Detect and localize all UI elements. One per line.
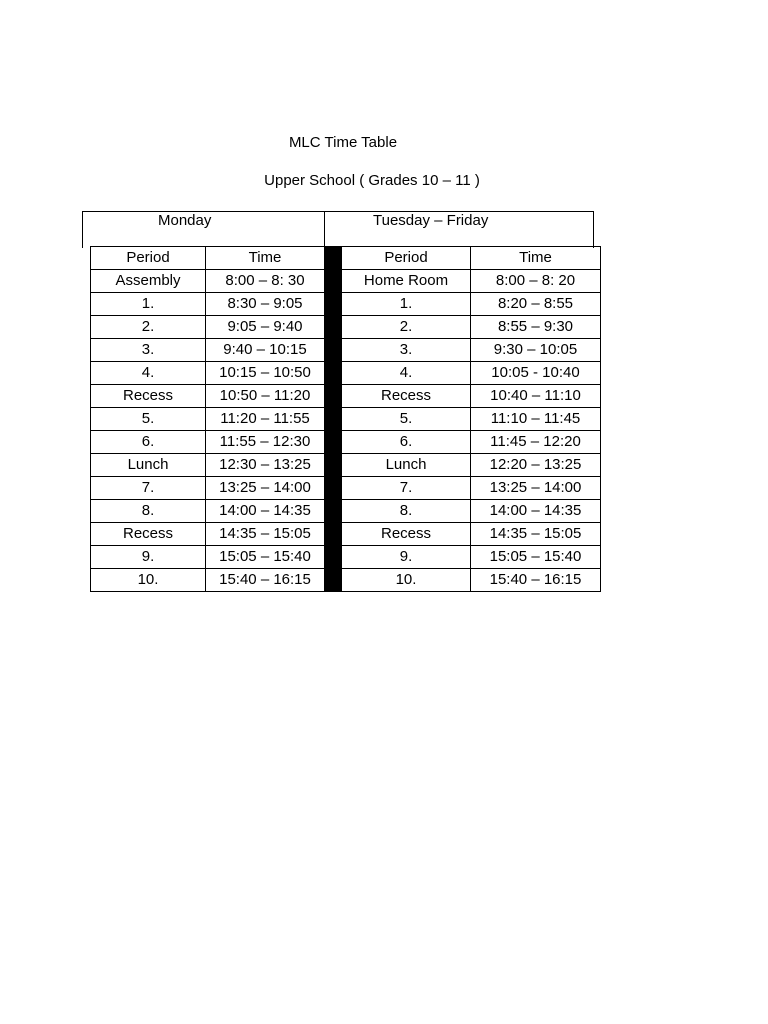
- time-cell-tuesday-friday: 11:10 – 11:45: [471, 408, 601, 431]
- period-cell-tuesday-friday: Lunch: [342, 454, 471, 477]
- period-cell-monday: 1.: [91, 293, 206, 316]
- period-cell-tuesday-friday: 7.: [342, 477, 471, 500]
- table-row: [91, 569, 601, 592]
- table-row: [91, 270, 601, 293]
- table-row: [91, 546, 601, 569]
- period-cell-monday: 6.: [91, 431, 206, 454]
- column-header-period-tuesday-friday: Period: [342, 247, 471, 270]
- period-cell-tuesday-friday: 8.: [342, 500, 471, 523]
- time-cell-tuesday-friday: 9:30 – 10:05: [471, 339, 601, 362]
- separator-cell: [325, 454, 342, 477]
- time-cell-tuesday-friday: 8:20 – 8:55: [471, 293, 601, 316]
- time-cell-monday: 14:35 – 15:05: [206, 523, 325, 546]
- table-row: [91, 477, 601, 500]
- time-cell-monday: 11:55 – 12:30: [206, 431, 325, 454]
- time-cell-tuesday-friday: 14:00 – 14:35: [471, 500, 601, 523]
- separator-cell: [325, 293, 342, 316]
- period-cell-monday: 3.: [91, 339, 206, 362]
- table-row: [91, 385, 601, 408]
- separator-cell: [325, 500, 342, 523]
- table-row: [91, 454, 601, 477]
- column-header-time-monday: Time: [206, 247, 325, 270]
- separator-cell: [325, 477, 342, 500]
- time-cell-tuesday-friday: 13:25 – 14:00: [471, 477, 601, 500]
- separator-cell: [325, 385, 342, 408]
- time-cell-tuesday-friday: 12:20 – 13:25: [471, 454, 601, 477]
- period-cell-tuesday-friday: Home Room: [342, 270, 471, 293]
- time-cell-monday: 12:30 – 13:25: [206, 454, 325, 477]
- separator-cell: [325, 247, 342, 270]
- day-label-monday: Monday: [158, 212, 212, 229]
- period-cell-monday: 4.: [91, 362, 206, 385]
- divider: [324, 212, 325, 248]
- period-cell-monday: Recess: [91, 523, 206, 546]
- table-row: [91, 362, 601, 385]
- table-row: [91, 500, 601, 523]
- period-cell-monday: 2.: [91, 316, 206, 339]
- separator-cell: [325, 523, 342, 546]
- table-header-row: [91, 247, 601, 270]
- time-cell-monday: 8:00 – 8: 30: [206, 270, 325, 293]
- time-cell-monday: 8:30 – 9:05: [206, 293, 325, 316]
- day-label-tuesday-friday: Tuesday – Friday: [373, 212, 489, 229]
- period-cell-tuesday-friday: Recess: [342, 523, 471, 546]
- time-cell-monday: 10:15 – 10:50: [206, 362, 325, 385]
- time-cell-monday: 14:00 – 14:35: [206, 500, 325, 523]
- time-cell-tuesday-friday: 15:05 – 15:40: [471, 546, 601, 569]
- table-row: [91, 339, 601, 362]
- table-row: [91, 408, 601, 431]
- table-row: [91, 316, 601, 339]
- time-cell-monday: 15:05 – 15:40: [206, 546, 325, 569]
- period-cell-tuesday-friday: Recess: [342, 385, 471, 408]
- period-cell-monday: Lunch: [91, 454, 206, 477]
- divider: [82, 212, 83, 248]
- separator-cell: [325, 546, 342, 569]
- time-cell-tuesday-friday: 10:40 – 11:10: [471, 385, 601, 408]
- table-row: [91, 431, 601, 454]
- time-cell-tuesday-friday: 15:40 – 16:15: [471, 569, 601, 592]
- column-header-period-monday: Period: [91, 247, 206, 270]
- time-cell-tuesday-friday: 14:35 – 15:05: [471, 523, 601, 546]
- period-cell-monday: 10.: [91, 569, 206, 592]
- timetable: [90, 246, 601, 592]
- period-cell-monday: Assembly: [91, 270, 206, 293]
- page-subtitle: Upper School ( Grades 10 – 11 ): [264, 172, 480, 189]
- divider: [593, 212, 594, 248]
- table-row: [91, 523, 601, 546]
- period-cell-tuesday-friday: 10.: [342, 569, 471, 592]
- period-cell-tuesday-friday: 9.: [342, 546, 471, 569]
- column-header-time-tuesday-friday: Time: [471, 247, 601, 270]
- separator-cell: [325, 408, 342, 431]
- period-cell-monday: Recess: [91, 385, 206, 408]
- separator-cell: [325, 316, 342, 339]
- time-cell-tuesday-friday: 10:05 - 10:40: [471, 362, 601, 385]
- period-cell-monday: 7.: [91, 477, 206, 500]
- time-cell-monday: 13:25 – 14:00: [206, 477, 325, 500]
- table-row: [91, 293, 601, 316]
- time-cell-tuesday-friday: 8:55 – 9:30: [471, 316, 601, 339]
- period-cell-tuesday-friday: 4.: [342, 362, 471, 385]
- time-cell-tuesday-friday: 11:45 – 12:20: [471, 431, 601, 454]
- time-cell-monday: 15:40 – 16:15: [206, 569, 325, 592]
- period-cell-tuesday-friday: 5.: [342, 408, 471, 431]
- period-cell-monday: 9.: [91, 546, 206, 569]
- period-cell-monday: 5.: [91, 408, 206, 431]
- period-cell-tuesday-friday: 1.: [342, 293, 471, 316]
- time-cell-monday: 11:20 – 11:55: [206, 408, 325, 431]
- separator-cell: [325, 569, 342, 592]
- time-cell-monday: 9:05 – 9:40: [206, 316, 325, 339]
- time-cell-monday: 10:50 – 11:20: [206, 385, 325, 408]
- period-cell-tuesday-friday: 6.: [342, 431, 471, 454]
- separator-cell: [325, 362, 342, 385]
- period-cell-monday: 8.: [91, 500, 206, 523]
- period-cell-tuesday-friday: 2.: [342, 316, 471, 339]
- separator-cell: [325, 339, 342, 362]
- separator-cell: [325, 270, 342, 293]
- time-cell-monday: 9:40 – 10:15: [206, 339, 325, 362]
- page-title: MLC Time Table: [288, 134, 398, 151]
- day-header: [82, 211, 594, 248]
- time-cell-tuesday-friday: 8:00 – 8: 20: [471, 270, 601, 293]
- separator-cell: [325, 431, 342, 454]
- period-cell-tuesday-friday: 3.: [342, 339, 471, 362]
